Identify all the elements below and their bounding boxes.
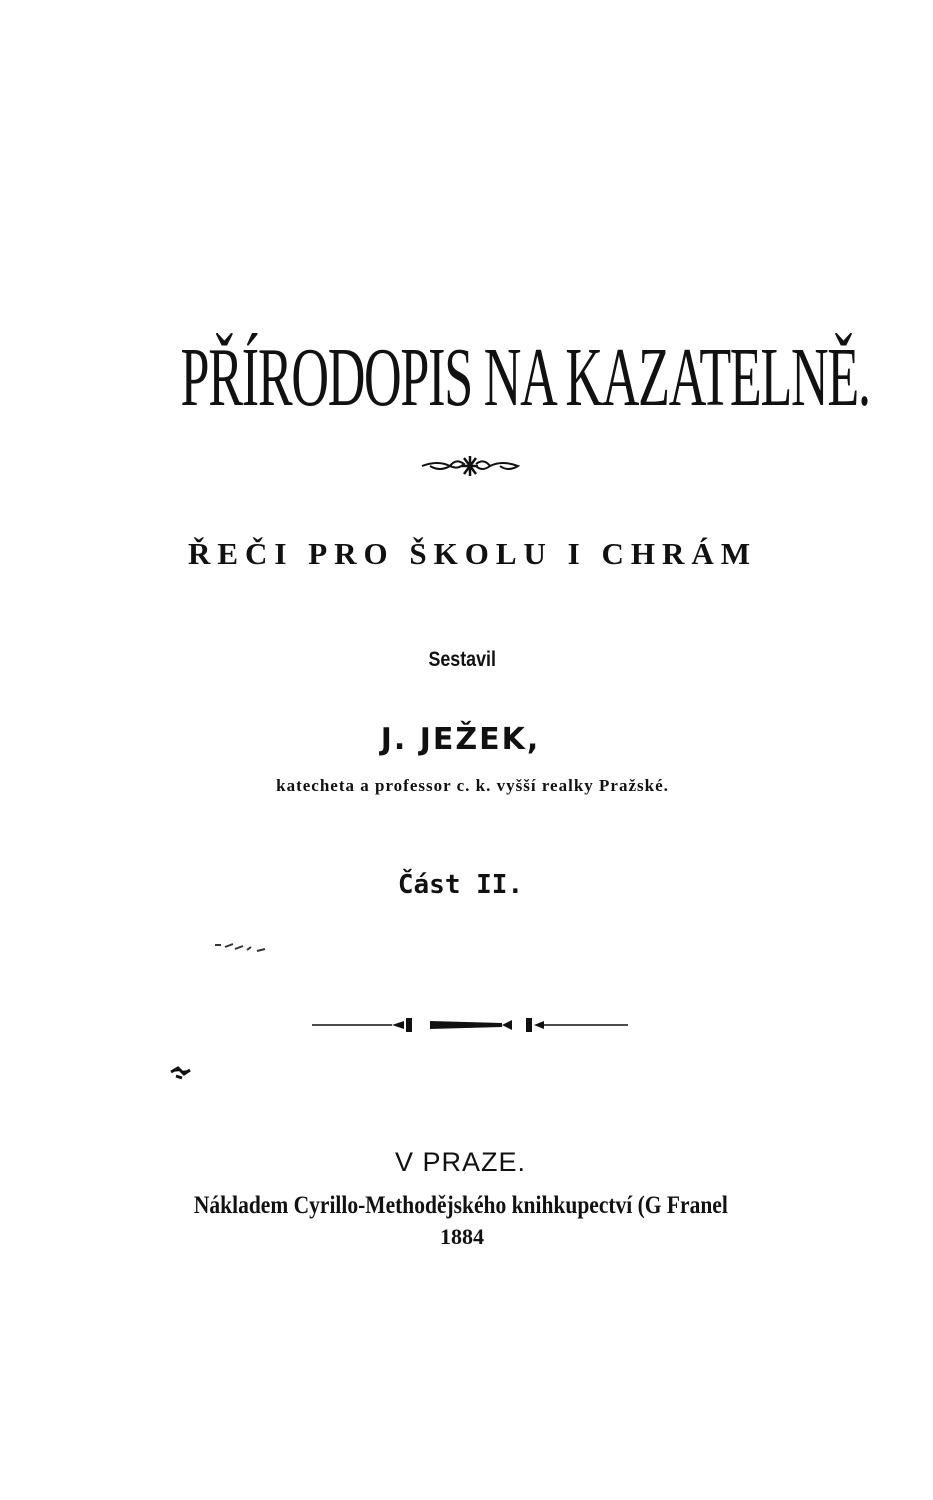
- title-ornament: [420, 452, 520, 480]
- print-speck: [168, 1064, 194, 1082]
- author-role: katecheta a professor c. k. vyšší realky Pražské.: [276, 776, 669, 795]
- year-cutoff: [440, 1224, 500, 1249]
- author-name: J. JEŽEK,: [380, 722, 541, 757]
- compiled-by-label: Sestavil: [428, 648, 496, 671]
- divider-ornament: [312, 1012, 632, 1038]
- print-speck: [213, 941, 273, 957]
- book-subtitle: ŘEČI PRO ŠKOLU I CHRÁM: [187, 536, 758, 571]
- publisher-line: Nákladem Cyrillo-Methodějského knihkupectví (G Franel: [193, 1192, 728, 1219]
- book-title: PŘÍRODOPIS NA KAZATELNĚ.: [180, 331, 870, 424]
- publication-year: 1884: [440, 1224, 484, 1249]
- publication-place: V PRAZE.: [394, 1147, 527, 1177]
- part-number: Část II.: [397, 870, 524, 900]
